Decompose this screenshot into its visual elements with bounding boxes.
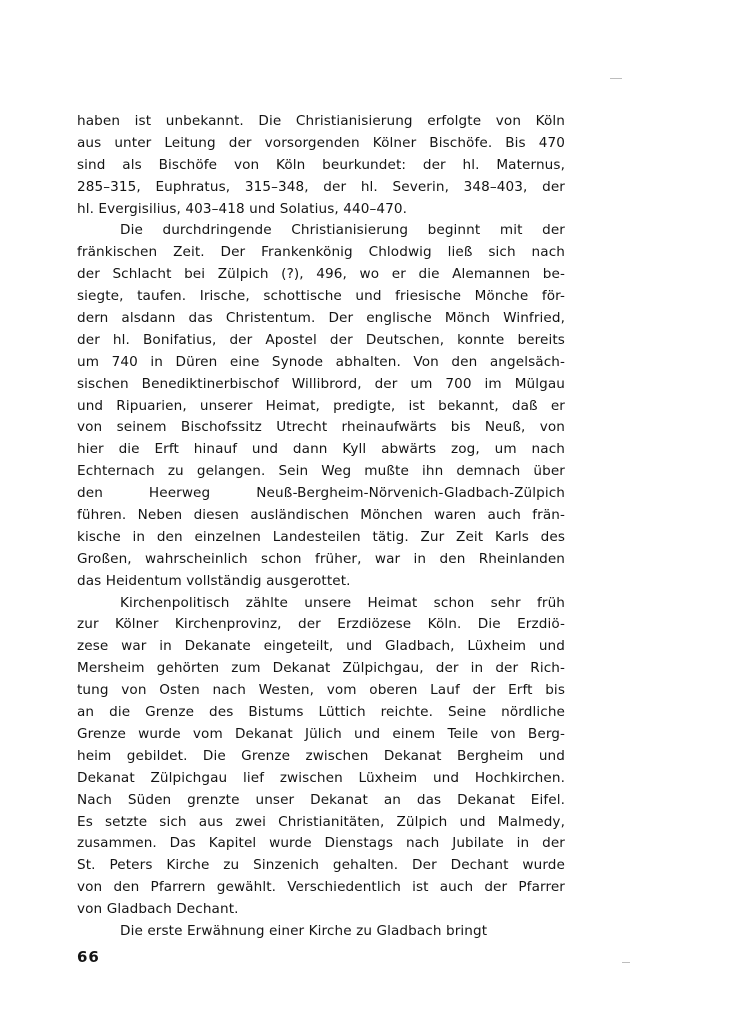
text-line: Die durchdringende Christianisierung beginnt mit der	[120, 222, 565, 239]
text-line: dern alsdann das Christentum. Der englische Mönch Winfried,	[77, 310, 565, 327]
text-line: Kirchenpolitisch zählte unsere Heimat schon sehr früh	[120, 594, 565, 611]
text-line: Mersheim gehörten zum Dekanat Zülpichgau, der in der Rich-	[77, 660, 565, 677]
text-line: der hl. Bonifatius, der Apostel der Deutschen, konnte bereits	[77, 331, 565, 348]
text-line: zese war in Dekanate eingeteilt, und Gladbach, Lüxheim und	[77, 638, 565, 655]
text-line: hl. Evergisilius, 403–418 und Solatius, 440–470.	[77, 200, 408, 217]
text-line: siegte, taufen. Irische, schottische und friesische Mönche för-	[77, 288, 565, 305]
text-line: führen. Neben diesen ausländischen Mönchen waren auch frän-	[77, 507, 565, 524]
text-line: zur Kölner Kirchenprovinz, der Erzdiözese Köln. Die Erzdiö-	[77, 616, 565, 633]
text-line: von den Pfarrern gewählt. Verschiedentlich ist auch der Pfarrer	[77, 879, 565, 896]
text-line: der Schlacht bei Zülpich (?), 496, wo er die Alemannen be-	[77, 266, 565, 283]
text-line: haben ist unbekannt. Die Christianisierung erfolgte von Köln	[77, 113, 565, 129]
text-line: und Ripuarien, unserer Heimat, predigte, ist bekannt, daß er	[77, 397, 565, 414]
text-line: kische in den einzelnen Landesteilen tätig. Zur Zeit Karls des	[77, 528, 565, 545]
text-line: an die Grenze des Bistums Lüttich reichte. Seine nördliche	[77, 704, 565, 721]
text-line: das Heidentum vollständig ausgerottet.	[77, 572, 351, 589]
text-line: Nach Süden grenzte unser Dekanat an das Dekanat Eifel.	[77, 791, 565, 808]
text-line: Dekanat Zülpichgau lief zwischen Lüxheim und Hochkirchen.	[77, 769, 565, 786]
text-line: fränkischen Zeit. Der Frankenkönig Chlodwig ließ sich nach	[77, 244, 565, 261]
text-line: von Gladbach Dechant.	[77, 901, 239, 918]
text-line: Großen, wahrscheinlich schon früher, war in den Rheinlanden	[77, 550, 565, 567]
paragraph	[77, 220, 565, 592]
body-text	[77, 111, 565, 943]
paragraph	[77, 111, 565, 220]
text-line: tung von Osten nach Westen, vom oberen Lauf der Erft bis	[77, 682, 565, 699]
text-line: zusammen. Das Kapitel wurde Dienstags nach Jubilate in der	[77, 835, 565, 852]
text-line: St. Peters Kirche zu Sinzenich gehalten. Der Dechant wurde	[77, 857, 565, 874]
text-line: sind als Bischöfe von Köln beurkundet: der hl. Maternus,	[77, 156, 565, 173]
text-line: aus unter Leitung der vorsorgenden Kölner Bischöfe. Bis 470	[77, 134, 565, 151]
paragraph	[77, 593, 565, 921]
text-line: von seinem Bischofssitz Utrecht rheinaufwärts bis Neuß, von	[77, 419, 565, 436]
page-number: 66	[77, 948, 100, 966]
text-line: sischen Benediktinerbischof Willibrord, der um 700 im Mülgau	[77, 375, 565, 392]
text-line: Grenze wurde vom Dekanat Jülich und einem Teile von Berg-	[77, 725, 565, 742]
text-line: hier die Erft hinauf und dann Kyll abwärts zog, um nach	[77, 441, 565, 458]
text-line: den Heerweg Neuß-Bergheim-Nörvenich-Gladbach-Zülpich	[77, 485, 565, 502]
scan-mark-bottom	[622, 962, 630, 963]
text-line: Es setzte sich aus zwei Christianitäten, Zülpich und Malmedy,	[77, 813, 565, 830]
text-line: um 740 in Düren eine Synode abhalten. Von den angelsäch-	[77, 353, 565, 370]
text-line: heim gebildet. Die Grenze zwischen Dekanat Bergheim und	[77, 747, 565, 764]
text-line: Echternach zu gelangen. Sein Weg mußte ihn demnach über	[77, 463, 565, 480]
text-line: Die erste Erwähnung einer Kirche zu Gladbach bringt	[120, 922, 488, 939]
text-line: 285–315, Euphratus, 315–348, der hl. Severin, 348–403, der	[77, 178, 565, 195]
scan-mark-top	[610, 78, 622, 79]
paragraph	[77, 921, 565, 943]
